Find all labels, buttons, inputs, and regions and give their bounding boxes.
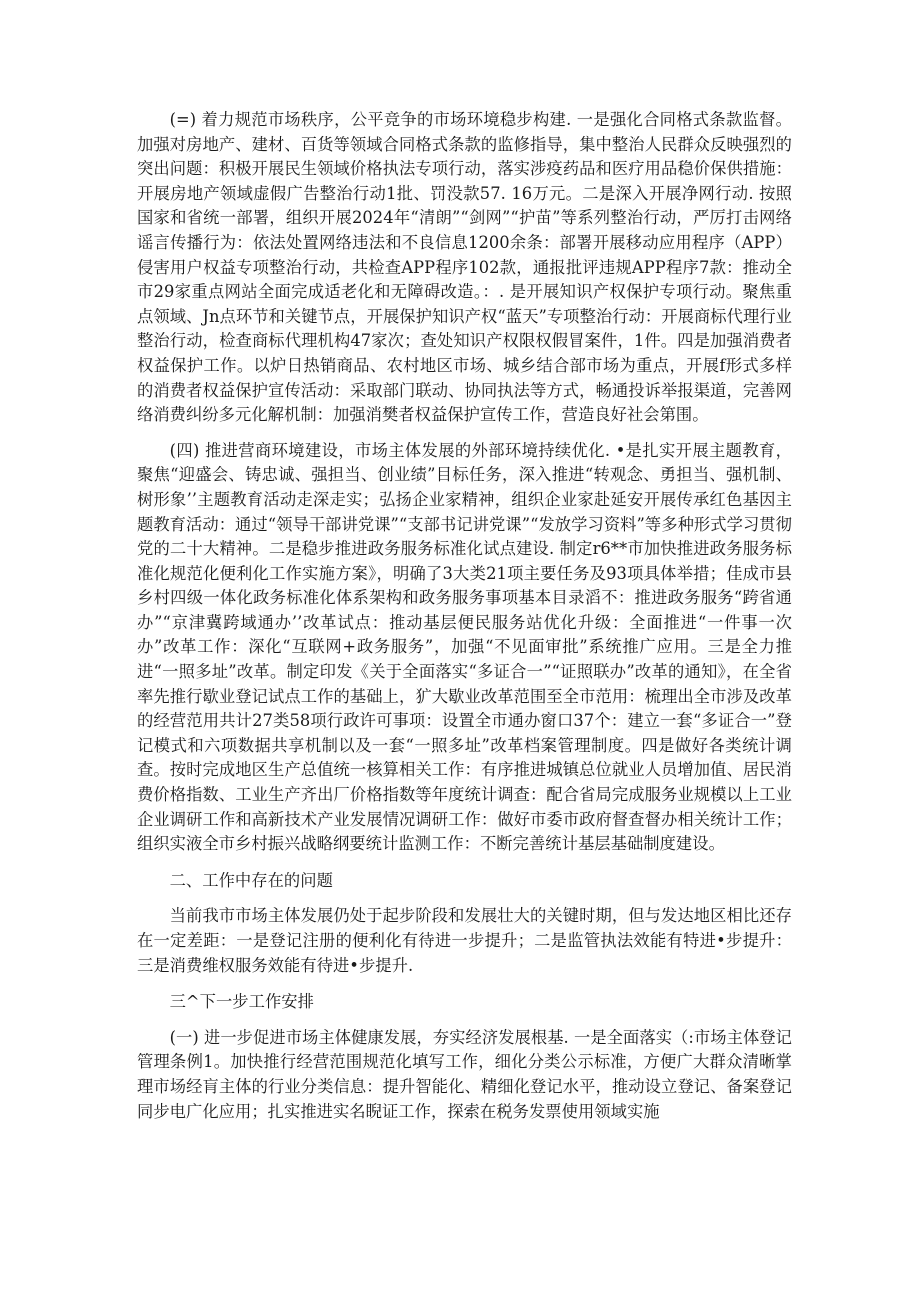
paragraph-business-environment: (四) 推进营商环境建设，市场主体发展的外部环境持续优化. •是扎实开展主题教育，聚焦“迎盛会、铸忠诚、强担当、创业绩”目标任务，深入推进“转观念、勇担当、强机制、树形象’’主题教育活动走深走实；弘扬企业家精神，组织企业家赴延安开展传承红色基因主题教育活动：通过“领导干部讲党课”“支部书记讲党课”“发放学习资料”等多种形式学习贯彻党的二十大精神。二是稳步推进政务服务标准化试点建设. 制定r6**市加快推进政务服务标准化规范化便利化工作实施方案》，明确了3大类21项主要任务及93项具体举措；佳成市县乡村四级一体化政务标准化体系架构和政务服务事项基本目录滔不：推进政务服务“跨省通办”“京津冀跨域通办’’改革试点：推动基层便民服务站优化升级：全面推进“一件事一次办”改革工作：深化“互联网+政务服务”，加强“不见面审批”系统推广应用。三是全力推进“一照多址”改革。制定印发《关于全面落实“多证合一”“证照联办”改革的通知》，在全省率先推行歇业登记试点工作的基础上，犷大歇业改革范围至全市范用：梳理出全市涉及改革的经营范用共计27类58项行政许可事项：设置全市通办窗口37个：建立一套“多证合一”登记模式和六项数据共享机制以及一套“一照多址”改革档案管理制度。四是做好各类统计调查。按时完成地区生产总值统一核算相关工作：有序推进城镇总位就业人员增加值、居民消费价格指数、工业生产齐出厂价格指数等年度统计调查：配合省局完成服务业规模以上工业企业调研工作和高新技术产业发展情况调研工作：做好市委市政府督查督办相关统计工作；组织实液全市乡村振兴战略纲要统计监测工作：不断完善统计基层基础制度建设。 xyxy=(137,440,792,854)
section-heading-problems: 二、工作中存在的问题 xyxy=(169,870,333,890)
paragraph-next-steps: (一) 进一步促进市场主体健康发展，夯实经济发展根基. 一是全面落实（:市场主体登记管理条例1。加快推行经营范围规范化填写工作，细化分类公示标准，方便广大群众清晰掌理市场经肓主体的行业分类信息：提升智能化、精细化登记水平，推动设立登记、备案登记同步电广化应用；扎实推进实名睨证工作，探索在税务发票使用领域实施 xyxy=(137,1027,792,1121)
document-page xyxy=(137,108,792,1124)
section-heading-next-steps: 三^下一步工作安排 xyxy=(169,992,314,1012)
paragraph-problems: 当前我市市场主体发展仍处于起步阶段和发展壮大的关键时期，但与发达地区相比还存在一定差距：一是登记注册的便利化有待进一步提升；二是监管执法效能有特进•步提升：三是消费维权服务效能有待进•步提升. xyxy=(137,906,792,975)
paragraph-market-order: (=) 着力规范市场秩序，公平竞争的市场环境稳步构建. 一是强化合同格式条款监督。加强对房地产、建材、百货等领域合同格式条款的监修指导，集中整治人民群众反映强烈的突出问题：积极开展民生领域价格执法专项行动，落实涉疫药品和医疗用品稳价保供措施：开展房地产领域虚假广告整治行动1批、罚没款57. 16万元。二是深入开展净网行动. 按照国家和省统一部署，组织开展2024年“清朗”“剑网”“护苗”等系列整治行动，严厉打击网络谣言传播行为：依法处置网络违法和不良信息1200余条：部署开展移动应用程序（APP）侵害用户权益专项整治行动，共检查APP程序102款，通报批评违规APP程序7款：推动全市29家重点网站全面完成适老化和无障碍改造。：. 是开展知识产权保护专项行动。聚焦重点领域、Jn点环节和关键节点，开展保护知识产权“蓝天”专项整治行动：开展商标代理行业整治行动，检查商标代理机构47家次；查处知识产权限权假冒案件，1件。四是加强消费者权益保护工作。以炉日热销商品、农村地区市场、城乡结合部市场为重点，开展f形式多样的消费者权益保护宣传活动：采取部门联动、协同执法等方式，畅通投诉举报渠道，完善网络消费纠纷多元化解机制：加强消樊者权益保护宣传工作，营造良好社会第围。 xyxy=(137,110,792,425)
